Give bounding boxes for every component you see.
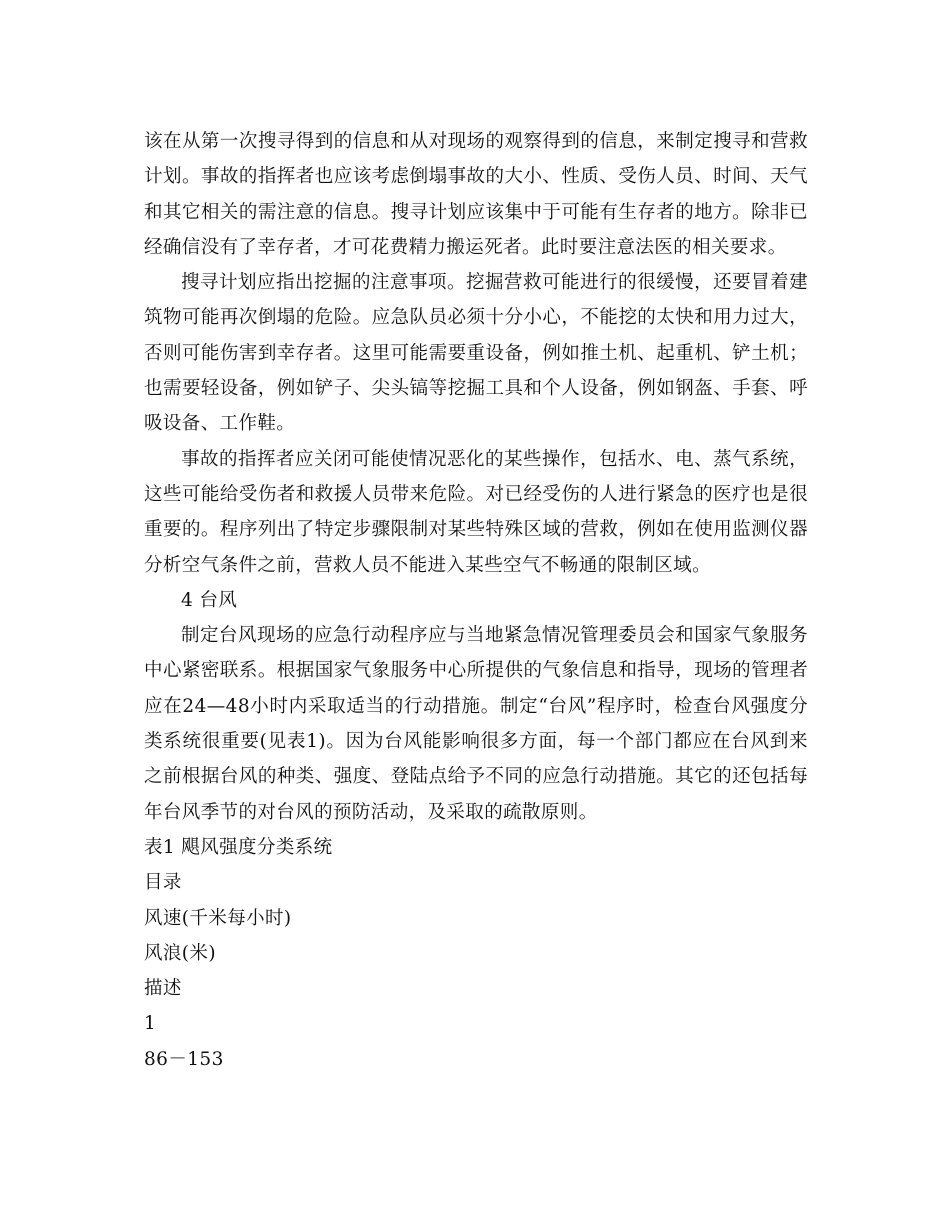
paragraph-commander-actions: 事故的指挥者应关闭可能使情况恶化的某些操作，包括水、电、蒸气系统，这些可能给受伤者和救援人员带来危险。对已经受伤的人进行紧急的医疗也是很重要的。程序列出了特定步骤限制对某些特殊区域的营救，例如在使用监测仪器分析空气条件之前，营救人员不能进入某些空气不畅通的限制区域。 <box>144 448 808 576</box>
table-row <box>144 1006 808 1077</box>
paragraph-typhoon-procedure: 制定台风现场的应急行动程序应与当地紧急情况管理委员会和国家气象服务中心紧密联系。根据国家气象服务中心所提供的气象信息和指导，现场的管理者应在24—48小时内采取适当的行动措施。制定“台风”程序时，检查台风强度分类系统很重要(见表1)。因为台风能影响很多方面，每一个部门都应在台风到来之前根据台风的种类、强度、登陆点给予不同的应急行动措施。其它的还包括每年台风季节的对台风的预防活动，及采取的疏散原则。 <box>144 625 808 823</box>
paragraph-excavation: 搜寻计划应指出挖掘的注意事项。挖掘营救可能进行的很缓慢，还要冒着建筑物可能再次倒塌的危险。应急队员必须十分小心，不能挖的太快和用力过大，否则可能伤害到幸存者。这里可能需要重设备，例如推土机、起重机、铲土机；也需要轻设备，例如铲子、尖头镐等挖掘工具和个人设备，例如钢盔、手套、呼吸设备、工作鞋。 <box>144 272 808 435</box>
table-cell-wind-speed: 86－153 <box>144 1048 224 1070</box>
table-caption: 表1 飓风强度分类系统 <box>144 836 333 858</box>
table-header-wind-speed: 风速(千米每小时) <box>144 907 292 929</box>
table-header-wave-height: 风浪(米) <box>144 942 216 964</box>
document-body <box>144 124 808 1077</box>
paragraph-search-plan: 该在从第一次搜寻得到的信息和从对现场的观察得到的信息，来制定搜寻和营救计划。事故的指挥者也应该考虑倒塌事故的大小、性质、受伤人员、时间、天气和其它相关的需注意的信息。搜寻计划应该集中于可能有生存者的地方。除非已经确信没有了幸存者，才可花费精力搬运死者。此时要注意法医的相关要求。 <box>144 131 808 258</box>
table-header-category: 目录 <box>144 872 182 894</box>
table-headers <box>144 865 808 1006</box>
section-heading-typhoon: 4 台风 <box>181 589 238 611</box>
table-header-description: 描述 <box>144 978 182 1000</box>
table-cell-category: 1 <box>144 1013 157 1035</box>
